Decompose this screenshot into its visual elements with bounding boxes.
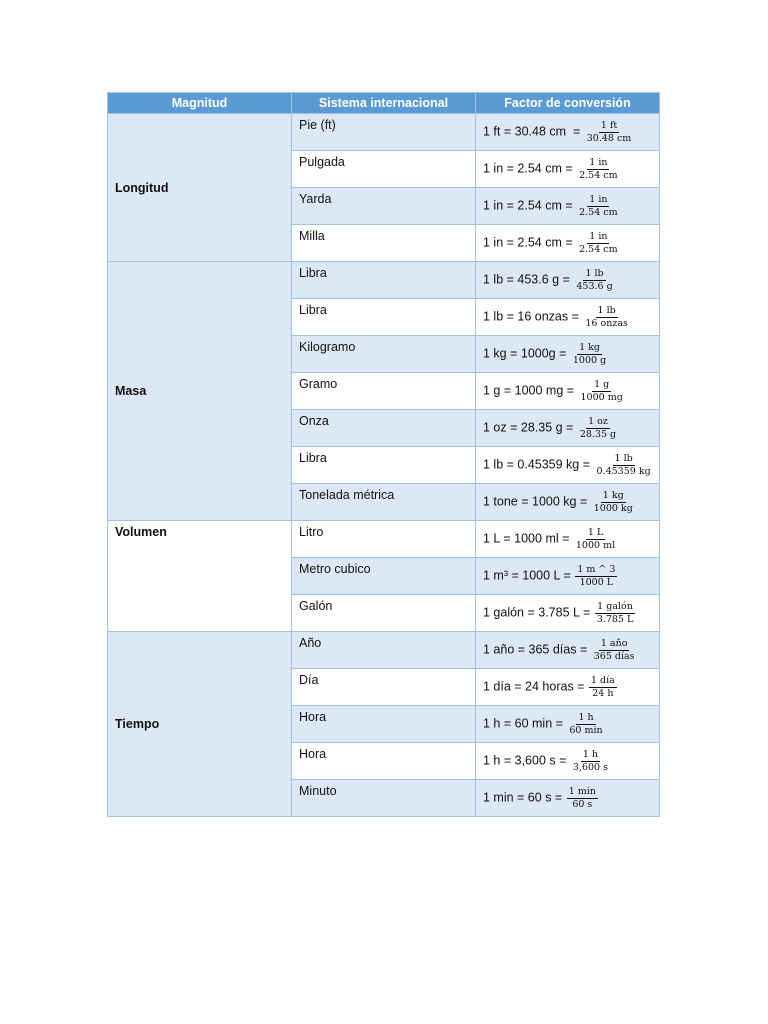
conversion-cell	[476, 558, 660, 595]
unit-cell: Hora	[292, 743, 476, 780]
fraction-denominator: 24 h	[592, 687, 614, 699]
fraction-numerator: 1 h	[582, 748, 599, 760]
table-row	[108, 262, 660, 299]
unit-cell: Minuto	[292, 780, 476, 817]
header-factor-conversion: Factor de conversión	[476, 93, 660, 114]
conversion-fraction	[592, 638, 637, 663]
conversion-fraction	[577, 194, 620, 219]
fraction-denominator: 30.48 cm	[586, 132, 632, 144]
conversion-equation: 1 galón = 3.785 L =	[483, 605, 594, 620]
header-sistema-internacional: Sistema internacional	[292, 93, 476, 114]
conversion-cell	[476, 336, 660, 373]
conversion-cell	[476, 299, 660, 336]
unit-cell: Día	[292, 669, 476, 706]
conversion-fraction	[571, 749, 610, 774]
conversion-cell	[476, 188, 660, 225]
conversion-cell	[476, 225, 660, 262]
unit-cell: Galón	[292, 595, 476, 632]
fraction-numerator: 1 kg	[602, 489, 624, 501]
unit-cell: Pulgada	[292, 151, 476, 188]
conversion-equation: 1 lb = 16 onzas =	[483, 309, 583, 324]
fraction-numerator: 1 h	[578, 711, 594, 723]
conversion-equation: 1 in = 2.54 cm =	[483, 161, 577, 176]
conversion-fraction	[574, 268, 614, 293]
conversion-equation: 1 in = 2.54 cm =	[483, 198, 577, 213]
unit-cell: Libra	[292, 447, 476, 484]
fraction-denominator: 60 s	[572, 798, 593, 810]
header-row	[108, 93, 660, 114]
unit-cell: Hora	[292, 706, 476, 743]
fraction-denominator: 2.54 cm	[579, 243, 618, 255]
conversion-cell	[476, 262, 660, 299]
conversion-equation: 1 min = 60 s =	[483, 790, 566, 805]
fraction-numerator: 1 año	[600, 637, 628, 649]
conversion-fraction	[589, 675, 617, 700]
fraction-numerator: 1 kg	[579, 341, 600, 353]
conversion-cell	[476, 114, 660, 151]
fraction-numerator: 1 ft	[600, 119, 618, 131]
conversion-table	[107, 92, 660, 817]
conversion-cell	[476, 151, 660, 188]
fraction-numerator: 1 lb	[585, 267, 604, 279]
unit-cell: Milla	[292, 225, 476, 262]
conversion-fraction	[592, 490, 635, 515]
conversion-cell	[476, 595, 660, 632]
conversion-equation: 1 oz = 28.35 g =	[483, 420, 577, 435]
conversion-equation: 1 tone = 1000 kg =	[483, 494, 591, 509]
fraction-denominator: 28.35 g	[579, 428, 617, 440]
fraction-denominator: 3.785 L	[596, 613, 634, 625]
fraction-numerator: 1 lb	[614, 452, 633, 464]
fraction-denominator: 3,600 s	[572, 761, 608, 773]
fraction-numerator: 1 día	[590, 674, 615, 686]
conversion-cell	[476, 632, 660, 669]
conversion-equation: 1 año = 365 días =	[483, 642, 591, 657]
conversion-equation: 1 in = 2.54 cm =	[483, 235, 577, 250]
conversion-fraction	[579, 379, 625, 404]
conversion-fraction	[595, 601, 636, 626]
unit-cell: Pie (ft)	[292, 114, 476, 151]
table-row	[108, 632, 660, 669]
fraction-denominator: 16 onzas	[585, 317, 628, 329]
header-magnitud: Magnitud	[108, 93, 292, 114]
conversion-equation: 1 L = 1000 ml =	[483, 531, 573, 546]
conversion-fraction	[567, 712, 604, 737]
conversion-equation: 1 m³ = 1000 L =	[483, 568, 575, 583]
conversion-cell	[476, 669, 660, 706]
conversion-fraction	[577, 231, 620, 256]
magnitude-cell: Longitud	[108, 114, 292, 262]
conversion-fraction	[595, 453, 653, 478]
fraction-denominator: 2.54 cm	[579, 206, 618, 218]
conversion-cell	[476, 521, 660, 558]
fraction-numerator: 1 min	[568, 785, 596, 797]
unit-cell: Litro	[292, 521, 476, 558]
fraction-numerator: 1 lb	[597, 304, 616, 316]
fraction-denominator: 1000 g	[572, 354, 607, 366]
conversion-cell	[476, 743, 660, 780]
conversion-fraction	[567, 786, 598, 811]
conversion-equation: 1 lb = 453.6 g =	[483, 272, 574, 287]
fraction-denominator: 1000 ml	[575, 539, 616, 551]
fraction-numerator: 1 m ^ 3	[577, 563, 616, 575]
conversion-equation: 1 h = 60 min =	[483, 716, 567, 731]
conversion-equation: 1 ft = 30.48 cm =	[483, 124, 584, 139]
unit-cell: Libra	[292, 299, 476, 336]
unit-cell: Tonelada métrica	[292, 484, 476, 521]
conversion-fraction	[585, 120, 634, 145]
conversion-equation: 1 día = 24 horas =	[483, 679, 588, 694]
unit-cell: Kilogramo	[292, 336, 476, 373]
conversion-equation: 1 kg = 1000g =	[483, 346, 570, 361]
fraction-denominator: 365 días	[593, 650, 635, 662]
fraction-denominator: 60 min	[569, 724, 603, 736]
fraction-denominator: 1000 mg	[580, 391, 623, 403]
conversion-fraction	[578, 416, 618, 441]
conversion-cell	[476, 484, 660, 521]
fraction-denominator: 0.45359 kg	[596, 465, 651, 477]
unit-cell: Yarda	[292, 188, 476, 225]
unit-cell: Onza	[292, 410, 476, 447]
fraction-denominator: 1000 kg	[593, 502, 633, 514]
fraction-numerator: 1 in	[589, 230, 608, 242]
conversion-cell	[476, 780, 660, 817]
table-body	[108, 114, 660, 817]
table-row	[108, 114, 660, 151]
unit-cell: Gramo	[292, 373, 476, 410]
conversion-fraction	[574, 527, 617, 552]
conversion-cell	[476, 373, 660, 410]
conversion-fraction	[577, 157, 620, 182]
conversion-cell	[476, 706, 660, 743]
magnitude-cell: Masa	[108, 262, 292, 521]
fraction-denominator: 2.54 cm	[579, 169, 618, 181]
unit-cell: Libra	[292, 262, 476, 299]
table-row	[108, 521, 660, 558]
conversion-fraction	[583, 305, 630, 330]
fraction-numerator: 1 L	[587, 526, 604, 538]
conversion-equation: 1 lb = 0.45359 kg =	[483, 457, 594, 472]
magnitude-cell: Volumen	[108, 521, 292, 632]
unit-cell: Metro cubico	[292, 558, 476, 595]
fraction-numerator: 1 in	[589, 193, 608, 205]
fraction-numerator: 1 oz	[588, 415, 608, 427]
magnitude-cell: Tiempo	[108, 632, 292, 817]
conversion-equation: 1 h = 3,600 s =	[483, 753, 570, 768]
unit-cell: Año	[292, 632, 476, 669]
fraction-numerator: 1 galón	[597, 600, 633, 612]
conversion-cell	[476, 410, 660, 447]
conversion-cell	[476, 447, 660, 484]
fraction-denominator: 1000 L	[579, 576, 614, 588]
conversion-fraction	[571, 342, 608, 367]
fraction-numerator: 1 in	[589, 156, 608, 168]
conversion-fraction	[575, 564, 617, 589]
conversion-equation: 1 g = 1000 mg =	[483, 383, 578, 398]
fraction-numerator: 1 g	[594, 378, 610, 390]
fraction-denominator: 453.6 g	[576, 280, 613, 292]
